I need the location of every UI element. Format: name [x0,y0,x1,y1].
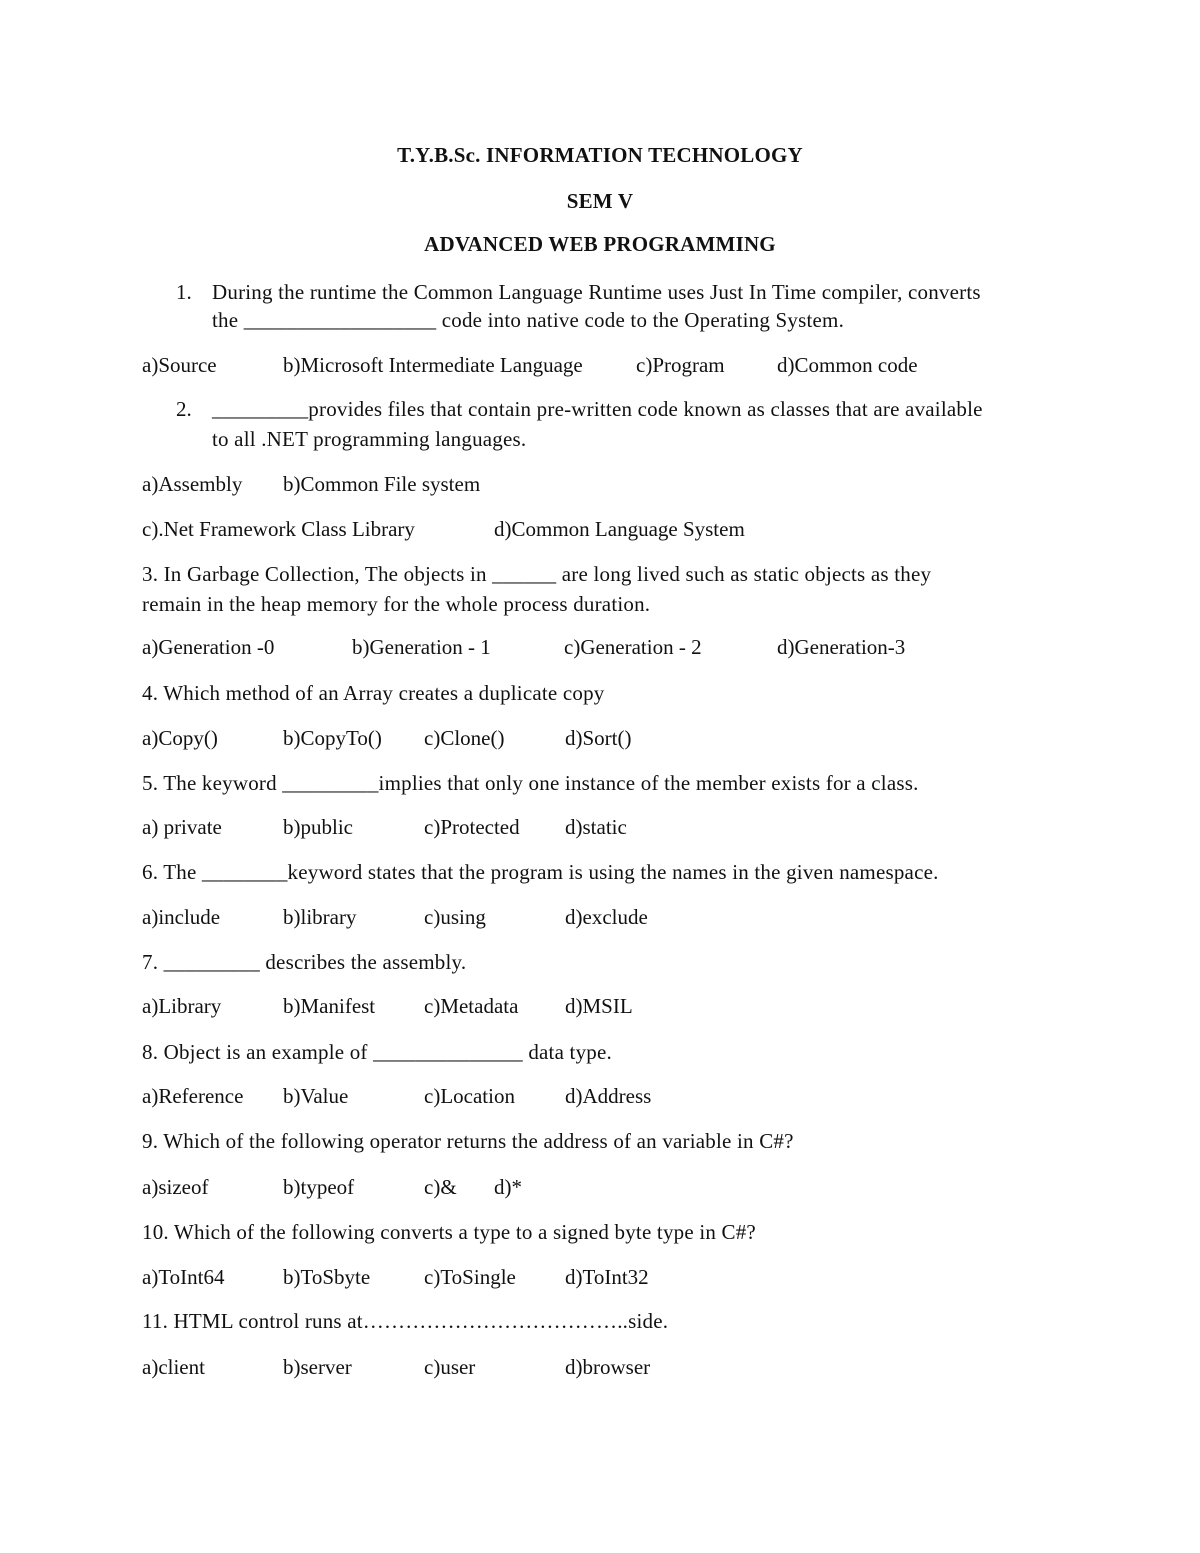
question-7-option-d: d)MSIL [565,994,633,1018]
question-5-text: 5. The keyword _________implies that only one instance of the member exists for a class. [142,771,919,795]
question-8-option-d: d)Address [565,1084,652,1108]
question-2-option-b: b)Common File system [283,472,481,496]
question-7-option-c: c)Metadata [424,994,519,1018]
question-11-option-c: c)user [424,1355,476,1379]
question-4-option-b: b)CopyTo() [283,726,382,750]
question-9-option-b: b)typeof [283,1175,355,1199]
question-6-option-c: c)using [424,905,486,929]
question-3-option-b: b)Generation - 1 [352,635,491,659]
question-7-option-a: a)Library [142,994,222,1018]
question-6-option-b: b)library [283,905,357,929]
question-1-option-c: c)Program [636,353,725,377]
question-7-text: 7. _________ describes the assembly. [142,950,467,974]
question-2-option-a: a)Assembly [142,472,243,496]
question-3-option-d: d)Generation-3 [777,635,906,659]
question-4-option-c: c)Clone() [424,726,505,750]
question-2-text-line-2: to all .NET programming languages. [212,427,527,451]
question-3-text-line-2: remain in the heap memory for the whole process duration. [142,592,651,616]
question-10-option-a: a)ToInt64 [142,1265,225,1289]
question-7-option-b: b)Manifest [283,994,376,1018]
semester-heading: SEM V [566,189,634,213]
question-1-text-line-1: During the runtime the Common Language Runtime uses Just In Time compiler, converts [212,280,981,304]
question-9-option-d: d)* [494,1175,522,1199]
question-11-option-b: b)server [283,1355,352,1379]
question-9-text: 9. Which of the following operator returns the address of an variable in C#? [142,1129,794,1153]
question-1-option-a: a)Source [142,353,217,377]
question-11-option-a: a)client [142,1355,205,1379]
question-8-option-a: a)Reference [142,1084,244,1108]
question-6-option-a: a)include [142,905,221,929]
question-2-option-d: d)Common Language System [494,517,745,541]
question-5-option-c: c)Protected [424,815,520,839]
question-4-option-d: d)Sort() [565,726,632,750]
question-10-option-d: d)ToInt32 [565,1265,649,1289]
question-9-option-c: c)& [424,1175,457,1199]
question-5-option-a: a) private [142,815,222,839]
question-2-text-line-1: _________provides files that contain pre-written code known as classes that are available [212,397,983,421]
question-10-text: 10. Which of the following converts a type to a signed byte type in C#? [142,1220,756,1244]
document-title: T.Y.B.Sc. INFORMATION TECHNOLOGY [397,143,803,167]
question-5-option-b: b)public [283,815,353,839]
question-6-text: 6. The ________keyword states that the program is using the names in the given namespace. [142,860,939,884]
question-2-number: 2. [176,397,192,421]
question-8-option-c: c)Location [424,1084,515,1108]
question-6-option-d: d)exclude [565,905,648,929]
question-5-option-d: d)static [565,815,627,839]
question-2-option-c: c).Net Framework Class Library [142,517,415,541]
question-3-option-c: c)Generation - 2 [564,635,702,659]
question-9-option-a: a)sizeof [142,1175,209,1199]
question-1-text-line-2: the __________________ code into native code to the Operating System. [212,308,845,332]
question-8-option-b: b)Value [283,1084,349,1108]
question-4-text: 4. Which method of an Array creates a duplicate copy [142,681,605,705]
question-4-option-a: a)Copy() [142,726,218,750]
question-1-option-b: b)Microsoft Intermediate Language [283,353,583,377]
question-10-option-c: c)ToSingle [424,1265,516,1289]
question-3-option-a: a)Generation -0 [142,635,275,659]
question-11-text: 11. HTML control runs at………………………………..side. [142,1309,669,1333]
question-11-option-d: d)browser [565,1355,651,1379]
question-8-text: 8. Object is an example of ______________ data type. [142,1040,612,1064]
question-1-option-d: d)Common code [777,353,918,377]
question-10-option-b: b)ToSbyte [283,1265,371,1289]
subject-heading: ADVANCED WEB PROGRAMMING [424,232,776,256]
question-1-number: 1. [176,280,192,304]
question-3-text-line-1: 3. In Garbage Collection, The objects in ______ are long lived such as static objects as they [142,562,932,586]
